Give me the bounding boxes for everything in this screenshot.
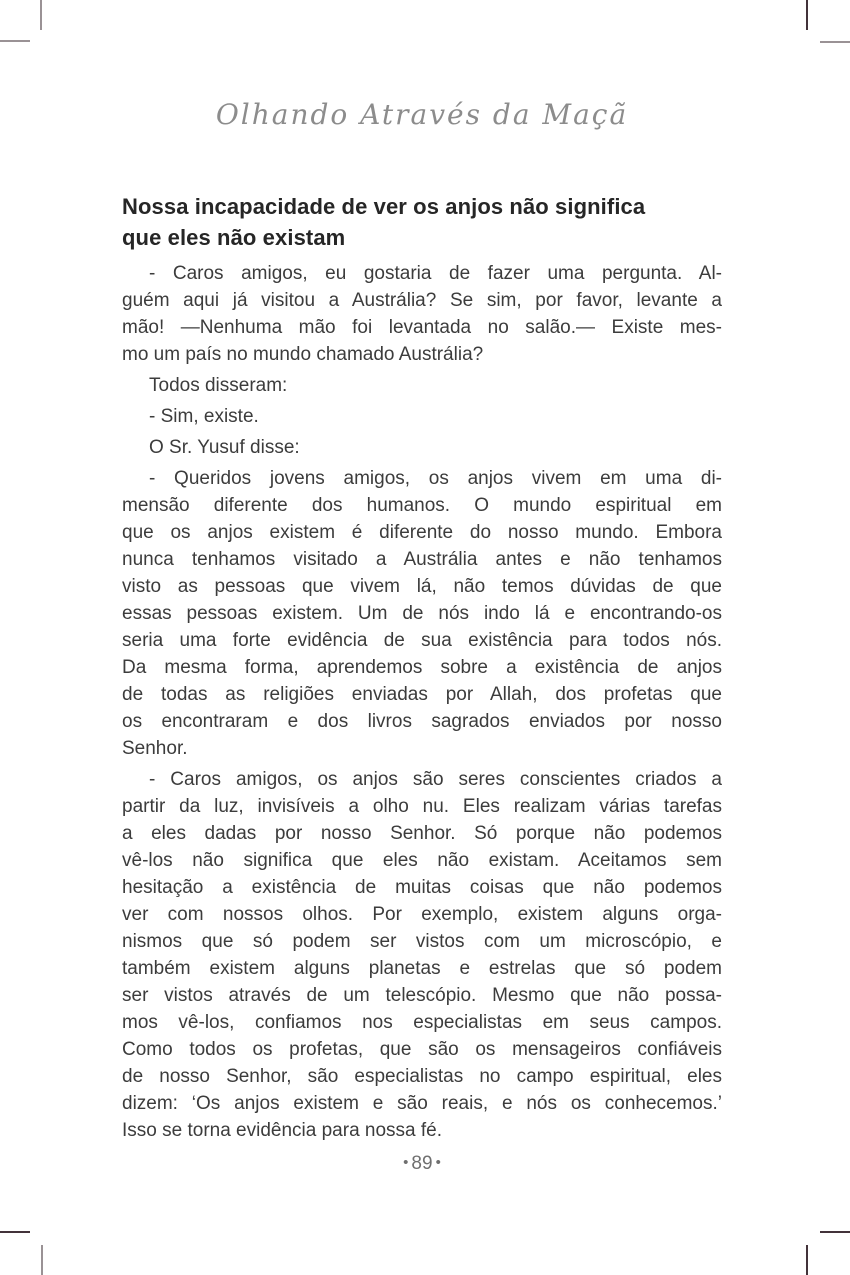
running-header-book-title: Olhando Através da Maçã [215,98,629,131]
body-text [122,260,722,1144]
crop-mark-bottom-left-vertical [41,1245,43,1275]
crop-mark-top-right-horizontal [820,41,850,43]
crop-mark-bottom-left-horizontal [0,1231,30,1233]
page-number-value: 89 [411,1153,433,1174]
paragraph-yusuf-disse: O Sr. Yusuf disse: [149,437,300,458]
book-page-content [122,0,722,1175]
bullet-icon-left: • [403,1154,409,1171]
paragraph-dimension: - Queridos jovens amigos, os anjos vivem em uma di- mensão diferente dos humanos. O mundo espiritual em que os anjos existem é diferente do nosso mundo. Embora nunca tenhamos visitado a Austrália antes e não tenhamos visto as pessoas que vivem lá, não temos dúvidas de que essas pessoas existem. Um de nós indo lá e encontrando-os seria uma forte evidência de sua existência para todos nós. Da mesma forma, aprendemos sobre a existência de anjos de todas as religiões enviadas por Allah, dos profetas que os encontraram e dos livros sagrados enviados por nosso Senhor. [122,468,722,759]
paragraph-question: - Caros amigos, eu gostaria de fazer uma pergunta. Al- guém aqui já visitou a Austrália? Se sim, por favor, levante a mão! —Nenhuma mão foi levantada no salão.— Existe mes- mo um país no mundo chamado Austrália? [122,263,722,365]
crop-mark-top-left-horizontal [0,40,30,42]
paragraph-sim-existe: - Sim, existe. [149,406,259,427]
crop-mark-bottom-right-vertical [806,1245,808,1275]
paragraph-conscious-beings: - Caros amigos, os anjos são seres conscientes criados a partir da luz, invisíveis a olho nu. Eles realizam várias tarefas a eles dadas por nosso Senhor. Só porque não podemos vê-los não significa que eles não existam. Aceitamos sem hesitação a existência de muitas coisas que não podemos ver com nossos olhos. Por exemplo, existem alguns orga- nismos que só podem ser vistos com um microscópio, e também existem alguns planetas e estrelas que só podem ser vistos através de um telescópio. Mesmo que não possa- mos vê-los, confiamos nos especialistas em seus campos. Como todos os profetas, que são os mensageiros confiáveis de nosso Senhor, são especialistas no campo espiritual, eles dizem: ‘Os anjos existem e são reais, e nós os conhecemos.’ Isso se torna evidência para nossa fé. [122,769,722,1141]
crop-mark-top-left-vertical [40,0,42,30]
paragraph-todos-disseram: Todos disseram: [149,375,288,396]
bullet-icon-right: • [435,1154,441,1171]
crop-mark-bottom-right-horizontal [820,1231,850,1233]
section-heading: Nossa incapacidade de ver os anjos não significa que eles não existam [122,194,646,250]
page-number [122,1153,722,1175]
crop-mark-top-right-vertical [806,0,808,30]
